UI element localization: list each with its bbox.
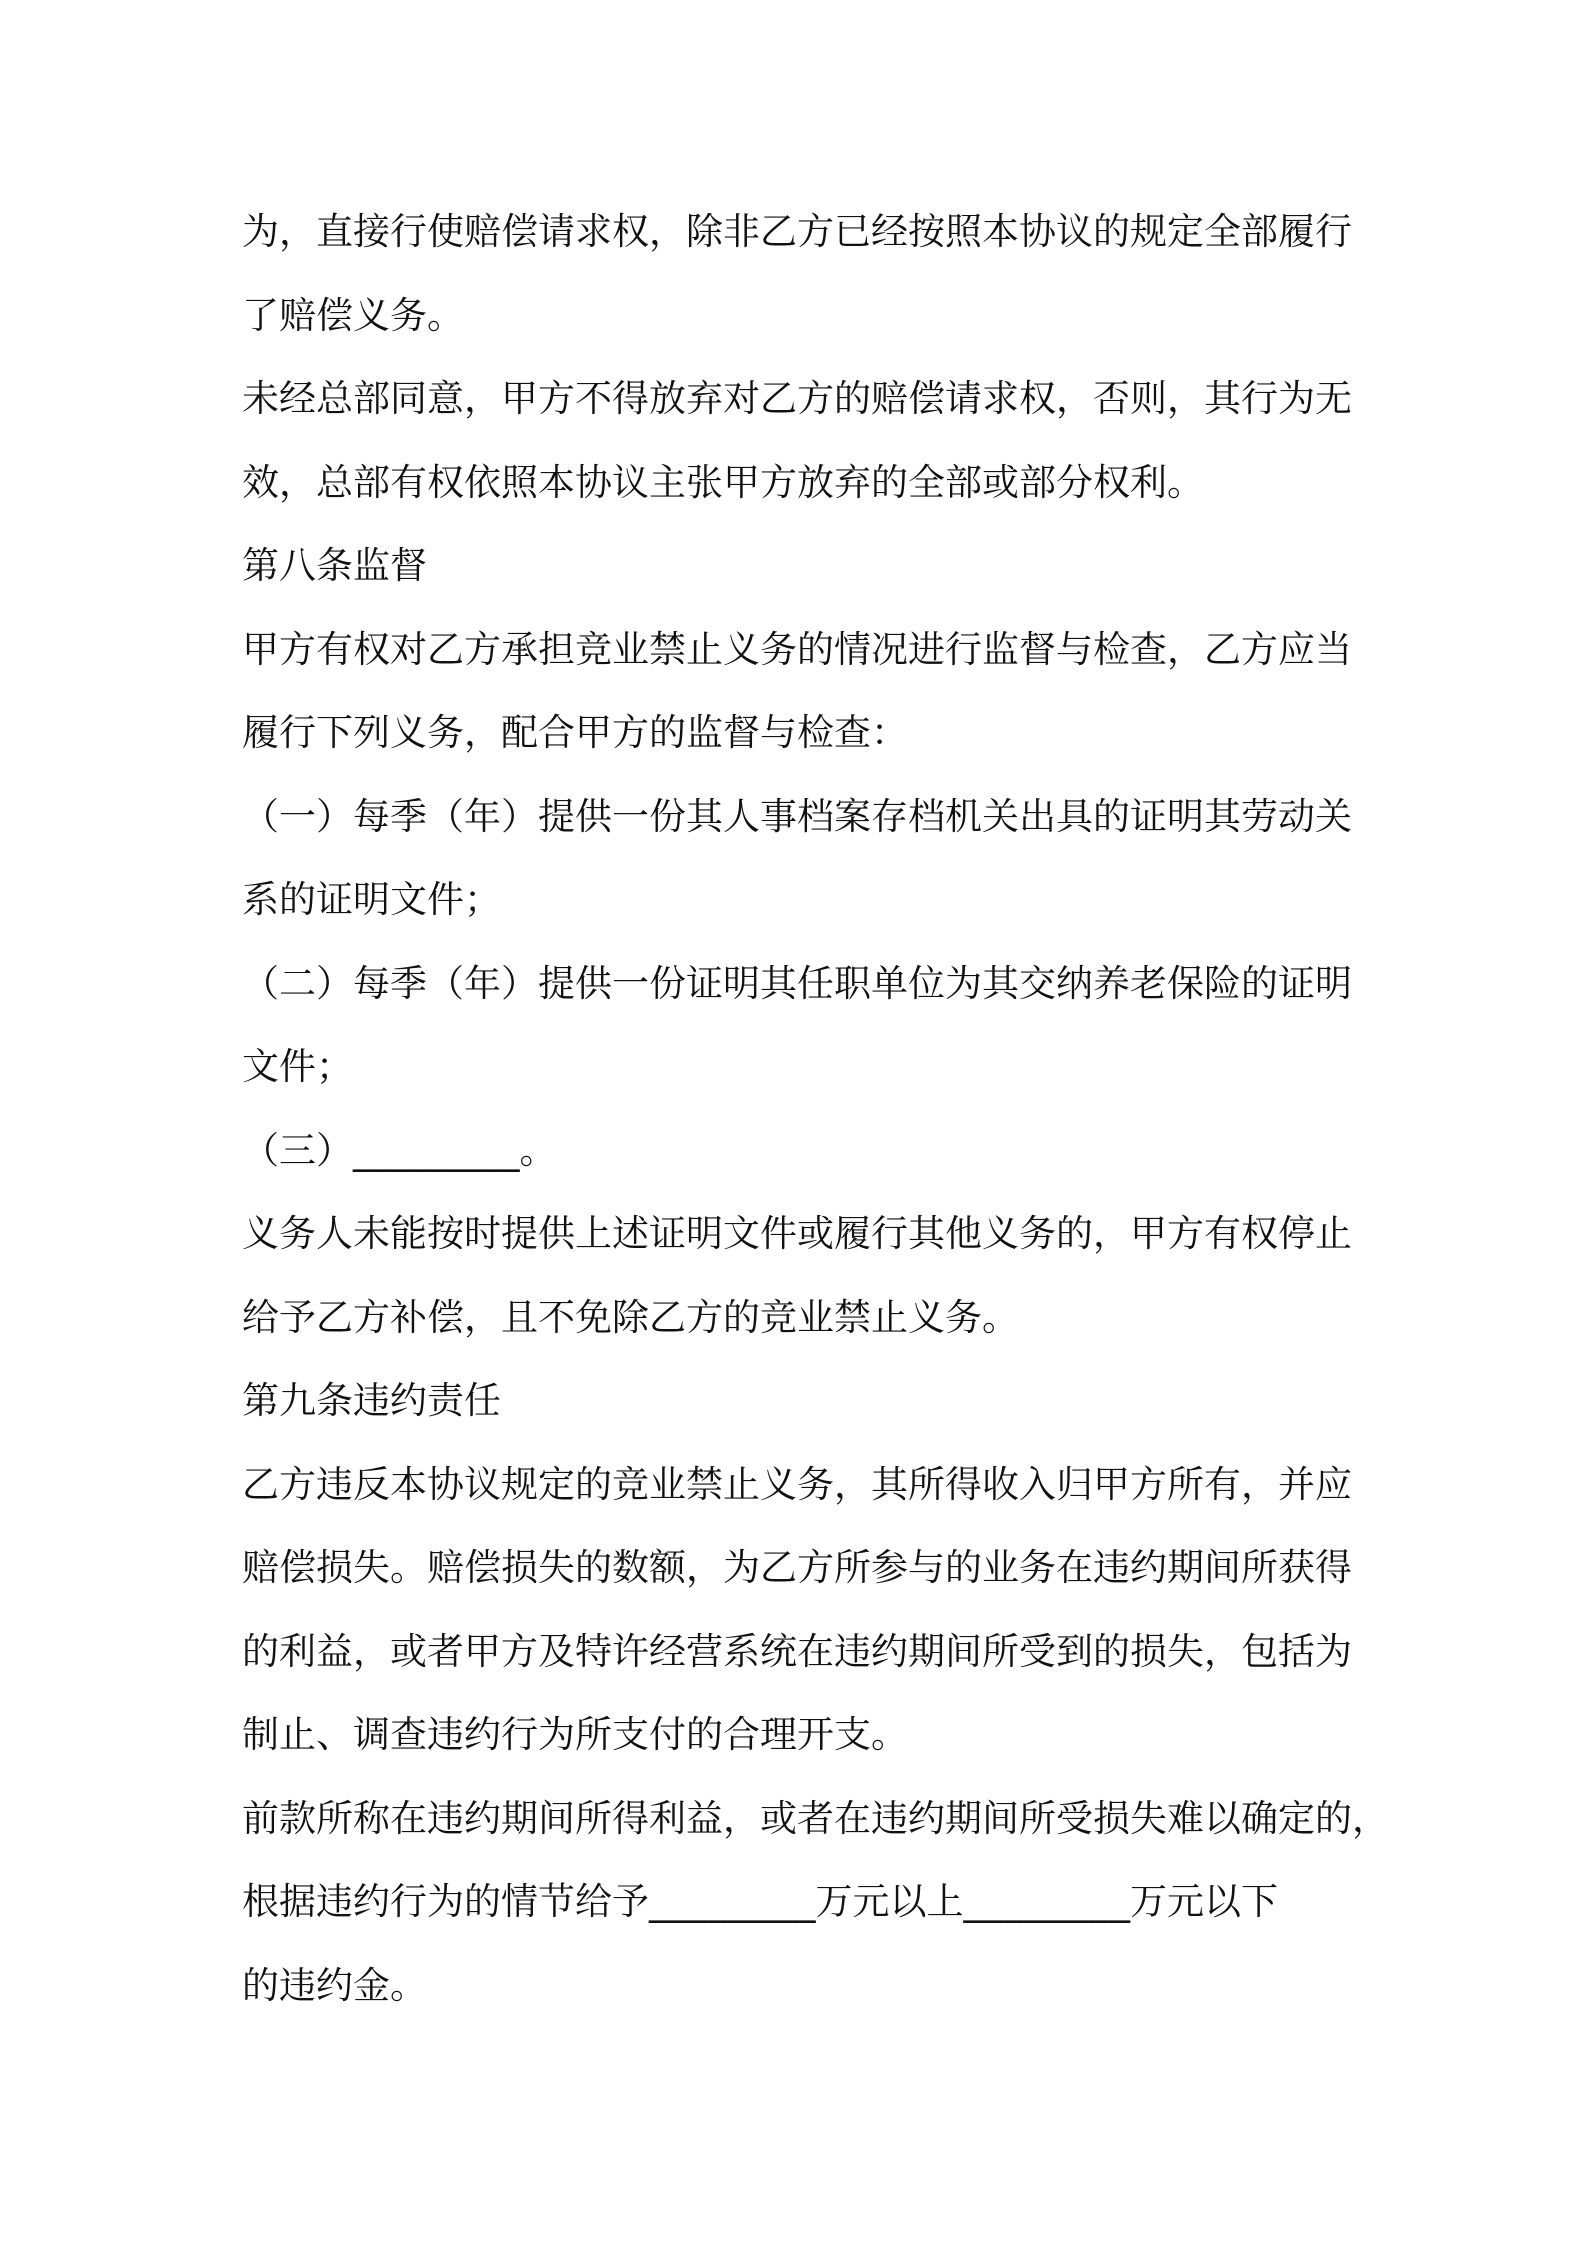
- text-line: 为，直接行使赔偿请求权，除非乙方已经按照本协议的规定全部履行: [242, 210, 1352, 253]
- text-line: 未经总部同意，甲方不得放弃对乙方的赔偿请求权，否则，其行为无: [242, 377, 1352, 420]
- list-item-1: [242, 775, 1374, 942]
- list-item-2: [242, 942, 1374, 1109]
- text-line: 根据违约行为的情节给予_________万元以上_________万元以下: [242, 1880, 1278, 1923]
- text-line: 给予乙方补偿，且不免除乙方的竞业禁止义务。: [242, 1295, 1019, 1339]
- paragraph-waiver: [242, 357, 1374, 524]
- text-line: 的利益，或者甲方及特许经营系统在违约期间所受到的损失，包括为: [242, 1629, 1352, 1673]
- text-line: 甲方有权对乙方承担竞业禁止义务的情况进行监督与检查，乙方应当: [242, 627, 1352, 671]
- paragraph-liability: [242, 1443, 1374, 1777]
- text-line: 义务人未能按时提供上述证明文件或履行其他义务的，甲方有权停止: [242, 1212, 1352, 1255]
- text-line: 系的证明文件；: [242, 878, 501, 921]
- paragraph-penalty: [242, 1777, 1389, 2028]
- text-line: 文件；: [242, 1045, 353, 1088]
- text-line: 效，总部有权依照本协议主张甲方放弃的全部或部分权利。: [242, 460, 1204, 504]
- text-line: 的违约金。: [242, 1963, 427, 2007]
- heading-article-9: [242, 1359, 1374, 1443]
- text-line: 前款所称在违约期间所得利益，或者在违约期间所受损失难以确定的，: [242, 1796, 1389, 1840]
- text-line: 制止、调查违约行为所支付的合理开支。: [242, 1713, 908, 1756]
- document-body: [242, 190, 1389, 2027]
- text-line: （二）每季（年）提供一份证明其任职单位为其交纳养老保险的证明: [242, 961, 1352, 1005]
- text-line: （一）每季（年）提供一份其人事档案存档机关出具的证明其劳动关: [242, 794, 1352, 838]
- text-line: 乙方违反本协议规定的竞业禁止义务，其所得收入归甲方所有，并应: [242, 1462, 1352, 1506]
- text-line: （三）_________。: [242, 1128, 557, 1172]
- list-item-3: [242, 1109, 1374, 1193]
- paragraph-supervision: [242, 608, 1374, 775]
- section-heading: 第八条监督: [242, 544, 427, 587]
- section-heading: 第九条违约责任: [242, 1379, 501, 1422]
- heading-article-8: [242, 524, 1374, 608]
- text-line: 了赔偿义务。: [242, 293, 464, 337]
- text-line: 赔偿损失。赔偿损失的数额，为乙方所参与的业务在违约期间所获得: [242, 1546, 1352, 1589]
- text-line: 履行下列义务，配合甲方的监督与检查：: [242, 711, 908, 754]
- paragraph-obligation-failure: [242, 1192, 1374, 1359]
- paragraph-claim-continued: [242, 190, 1374, 357]
